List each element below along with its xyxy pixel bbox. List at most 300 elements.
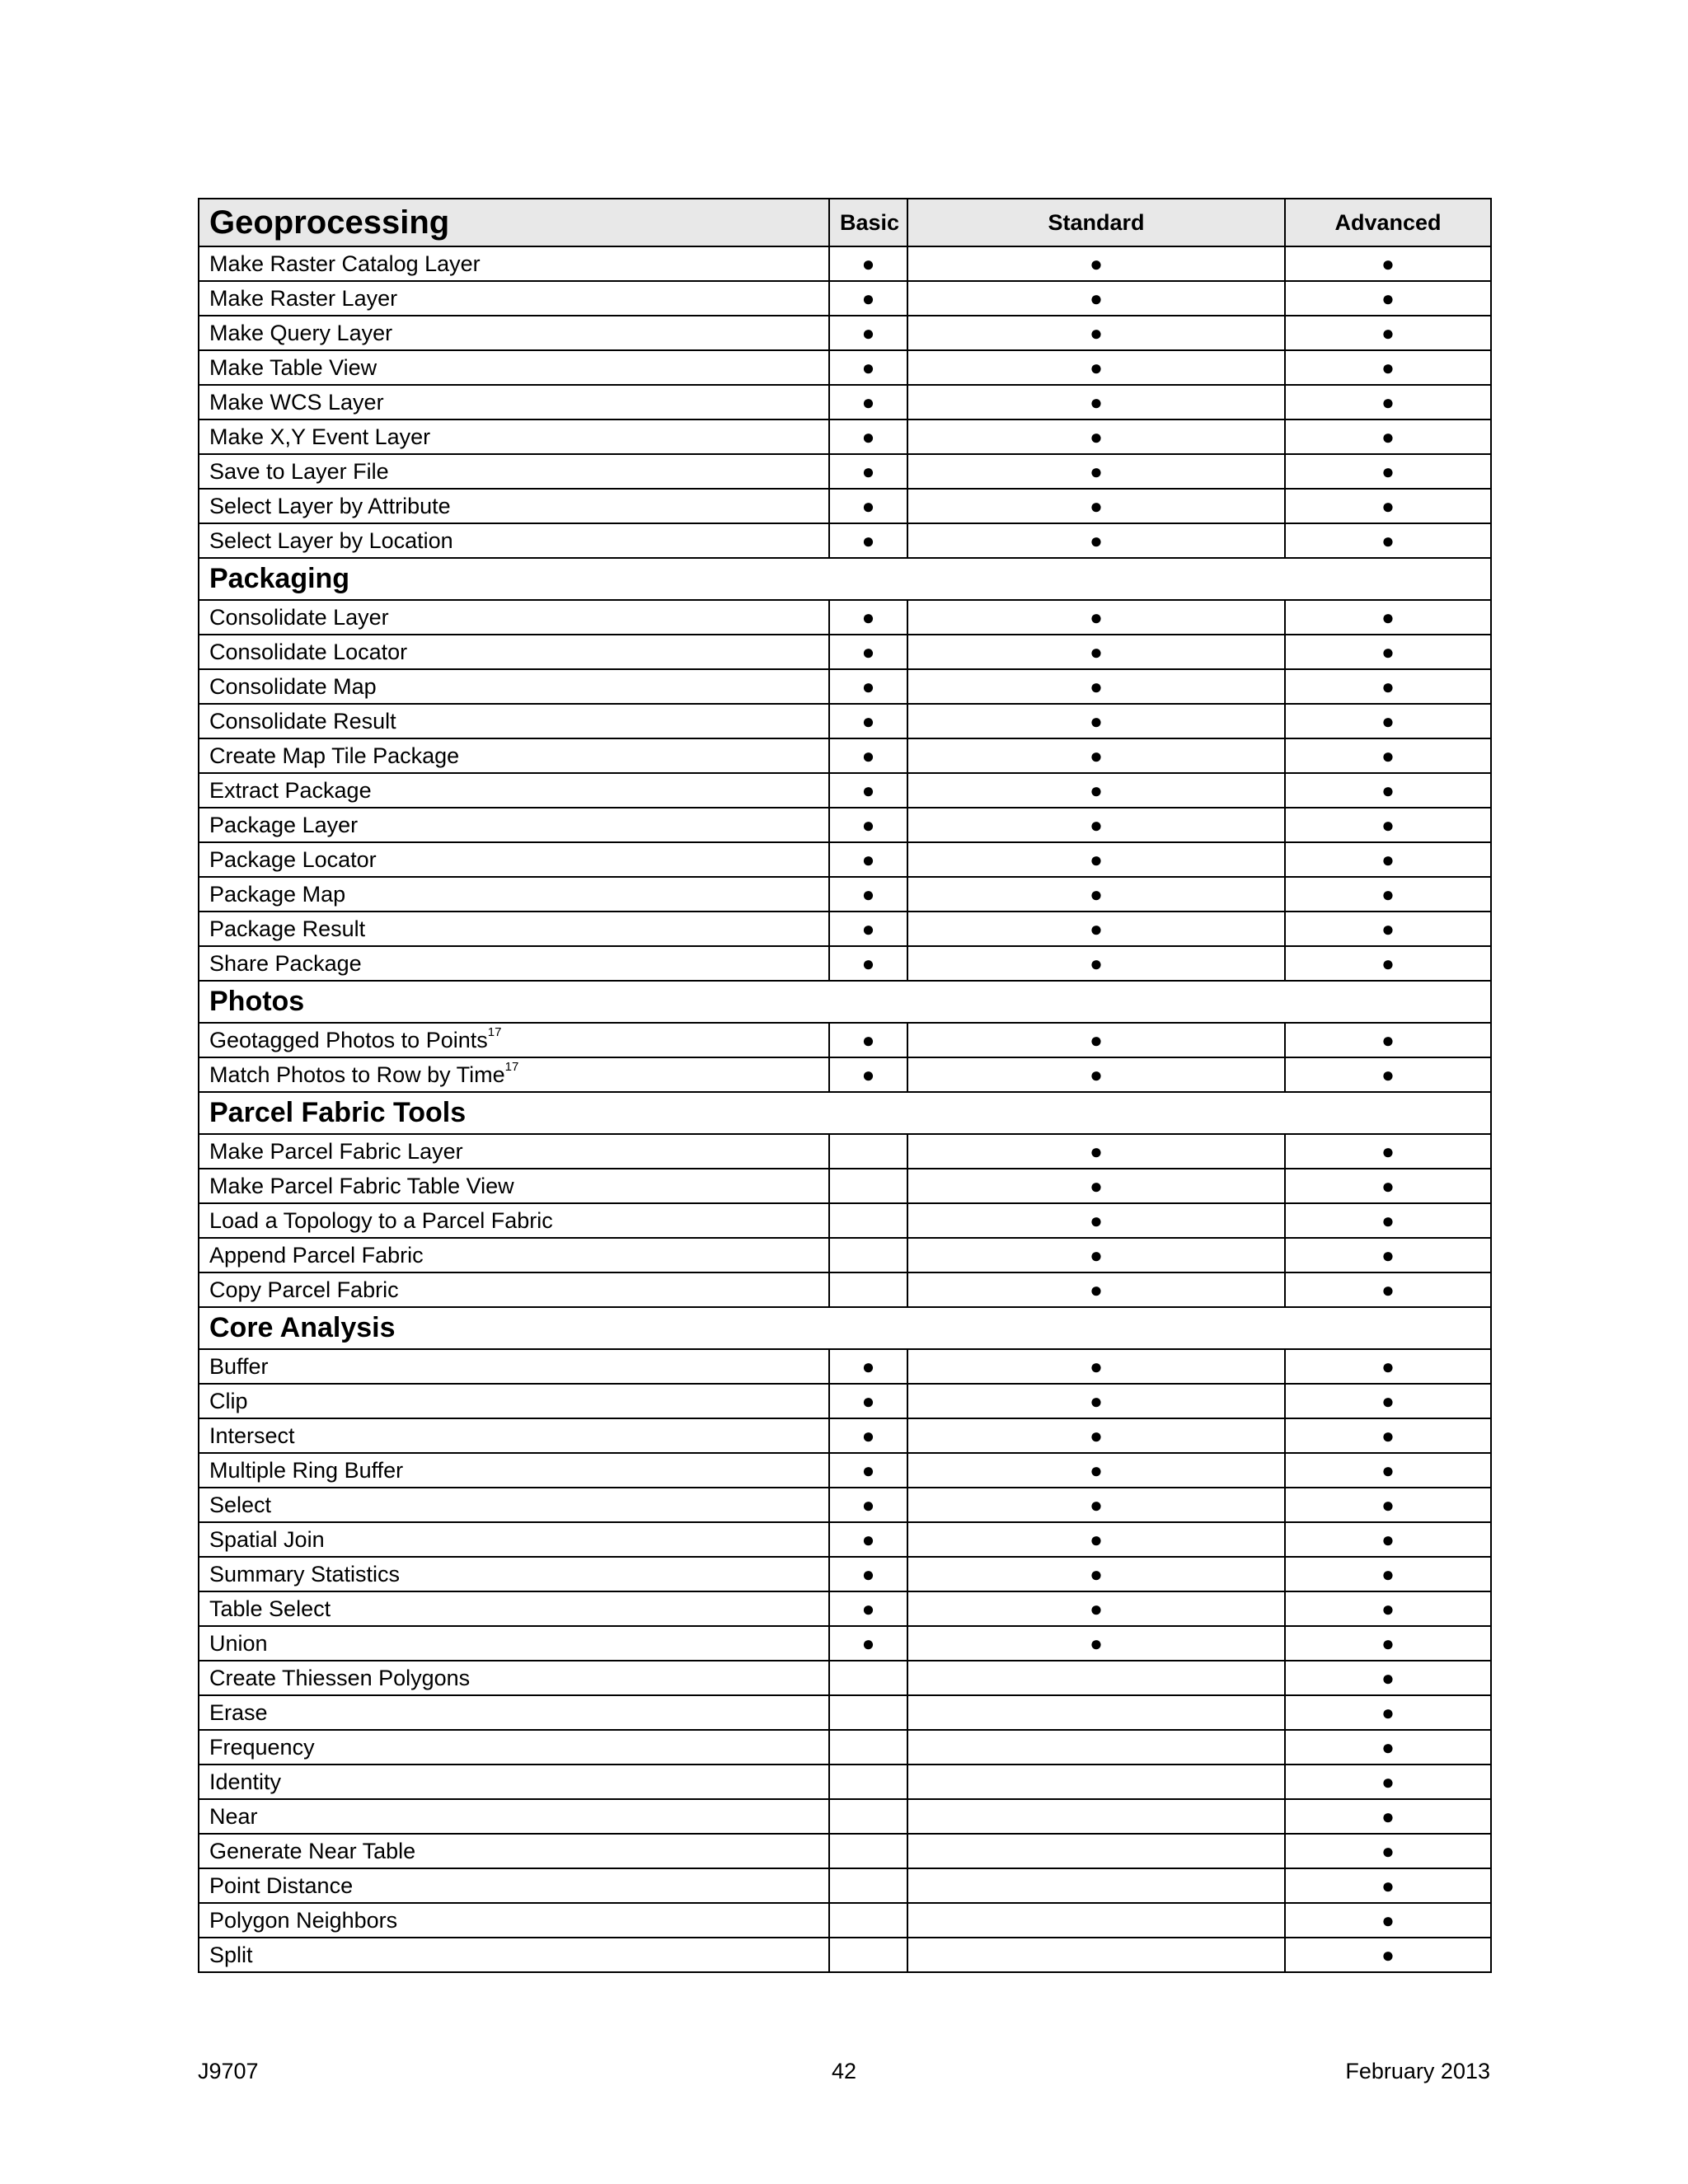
availability-basic-cell bbox=[829, 1349, 907, 1384]
bullet-mark: ● bbox=[1090, 709, 1103, 733]
availability-standard-cell bbox=[907, 600, 1285, 635]
bullet-mark: ● bbox=[1090, 882, 1103, 907]
availability-standard-cell bbox=[907, 1799, 1285, 1834]
bullet-mark: ● bbox=[1090, 813, 1103, 837]
bullet-mark: ● bbox=[1090, 528, 1103, 553]
bullet-mark: ● bbox=[861, 882, 875, 907]
table-row bbox=[199, 1522, 1491, 1557]
tool-name: Summary Statistics bbox=[209, 1562, 401, 1586]
footer-page-number: 42 bbox=[831, 2059, 857, 2083]
availability-standard-cell bbox=[907, 773, 1285, 808]
tool-name: Consolidate Layer bbox=[209, 605, 389, 630]
table-row bbox=[199, 808, 1491, 842]
availability-standard-cell bbox=[907, 1134, 1285, 1169]
tool-name: Make X,Y Event Layer bbox=[209, 424, 431, 449]
tool-name-cell bbox=[199, 1349, 829, 1384]
availability-standard-cell bbox=[907, 419, 1285, 454]
section-title: Photos bbox=[199, 981, 1491, 1023]
availability-standard-cell bbox=[907, 877, 1285, 912]
availability-basic-cell bbox=[829, 773, 907, 808]
availability-advanced-cell bbox=[1285, 316, 1491, 350]
tool-name-cell bbox=[199, 1384, 829, 1418]
availability-standard-cell bbox=[907, 635, 1285, 669]
bullet-mark: ● bbox=[1090, 1527, 1103, 1552]
bullet-mark: ● bbox=[1090, 1139, 1103, 1164]
tool-name: Spatial Join bbox=[209, 1527, 325, 1552]
bullet-mark: ● bbox=[861, 1631, 875, 1656]
availability-standard-cell bbox=[907, 281, 1285, 316]
bullet-mark: ● bbox=[1090, 251, 1103, 276]
availability-advanced-cell bbox=[1285, 1661, 1491, 1695]
tool-name-cell bbox=[199, 1834, 829, 1868]
availability-advanced-cell bbox=[1285, 1591, 1491, 1626]
availability-advanced-cell bbox=[1285, 1557, 1491, 1591]
availability-advanced-cell bbox=[1285, 246, 1491, 281]
table-title: Geoprocessing bbox=[199, 199, 829, 246]
tool-name-cell bbox=[199, 1453, 829, 1488]
availability-standard-cell bbox=[907, 738, 1285, 773]
availability-standard-cell bbox=[907, 454, 1285, 489]
tool-name: Save to Layer File bbox=[209, 459, 389, 484]
bullet-mark: ● bbox=[1381, 1735, 1395, 1760]
tool-name: Share Package bbox=[209, 951, 362, 976]
availability-advanced-cell bbox=[1285, 877, 1491, 912]
table-row bbox=[199, 1169, 1491, 1203]
tool-name: Generate Near Table bbox=[209, 1839, 416, 1863]
tool-name-cell bbox=[199, 808, 829, 842]
section-header-row bbox=[199, 1092, 1491, 1134]
availability-advanced-cell bbox=[1285, 523, 1491, 558]
availability-basic-cell bbox=[829, 1203, 907, 1238]
table-row bbox=[199, 1238, 1491, 1272]
bullet-mark: ● bbox=[861, 1354, 875, 1379]
tool-name: Package Result bbox=[209, 916, 366, 941]
bullet-mark: ● bbox=[1090, 1277, 1103, 1302]
table-row bbox=[199, 1799, 1491, 1834]
table-row bbox=[199, 350, 1491, 385]
tool-name: Multiple Ring Buffer bbox=[209, 1458, 404, 1483]
availability-standard-cell bbox=[907, 1591, 1285, 1626]
availability-standard-cell bbox=[907, 489, 1285, 523]
table-row bbox=[199, 281, 1491, 316]
bullet-mark: ● bbox=[1090, 321, 1103, 345]
table-row bbox=[199, 1384, 1491, 1418]
availability-advanced-cell bbox=[1285, 946, 1491, 981]
bullet-mark: ● bbox=[1381, 674, 1395, 699]
availability-standard-cell bbox=[907, 1695, 1285, 1730]
availability-standard-cell bbox=[907, 1384, 1285, 1418]
bullet-mark: ● bbox=[1381, 1174, 1395, 1198]
bullet-mark: ● bbox=[1090, 1354, 1103, 1379]
bullet-mark: ● bbox=[1381, 1277, 1395, 1302]
tool-name: Make Query Layer bbox=[209, 321, 393, 345]
table-row bbox=[199, 1134, 1491, 1169]
bullet-mark: ● bbox=[1090, 605, 1103, 630]
availability-standard-cell bbox=[907, 350, 1285, 385]
bullet-mark: ● bbox=[1090, 459, 1103, 484]
table-row bbox=[199, 1453, 1491, 1488]
availability-basic-cell bbox=[829, 1057, 907, 1092]
section-header-row bbox=[199, 1307, 1491, 1349]
availability-advanced-cell bbox=[1285, 419, 1491, 454]
table-row bbox=[199, 704, 1491, 738]
availability-advanced-cell bbox=[1285, 842, 1491, 877]
availability-basic-cell bbox=[829, 454, 907, 489]
tool-name-cell bbox=[199, 1272, 829, 1307]
availability-standard-cell bbox=[907, 1626, 1285, 1661]
availability-basic-cell bbox=[829, 1023, 907, 1057]
table-row bbox=[199, 912, 1491, 946]
tool-name: Create Map Tile Package bbox=[209, 743, 460, 768]
availability-standard-cell bbox=[907, 1661, 1285, 1695]
tool-name-cell bbox=[199, 1591, 829, 1626]
availability-basic-cell bbox=[829, 1169, 907, 1203]
availability-basic-cell bbox=[829, 1522, 907, 1557]
bullet-mark: ● bbox=[861, 1458, 875, 1483]
bullet-mark: ● bbox=[861, 321, 875, 345]
bullet-mark: ● bbox=[1090, 1562, 1103, 1586]
tool-name: Identity bbox=[209, 1769, 282, 1794]
footer-date: February 2013 bbox=[1345, 2059, 1490, 2083]
availability-basic-cell bbox=[829, 1834, 907, 1868]
tool-name-cell bbox=[199, 1522, 829, 1557]
tool-name-cell bbox=[199, 1134, 829, 1169]
availability-basic-cell bbox=[829, 1765, 907, 1799]
table-row bbox=[199, 1626, 1491, 1661]
availability-basic-cell bbox=[829, 1868, 907, 1903]
bullet-mark: ● bbox=[1090, 778, 1103, 803]
availability-standard-cell bbox=[907, 1349, 1285, 1384]
bullet-mark: ● bbox=[1381, 321, 1395, 345]
bullet-mark: ● bbox=[861, 251, 875, 276]
availability-basic-cell bbox=[829, 1661, 907, 1695]
column-header-standard: Standard bbox=[907, 199, 1285, 246]
tool-name-cell bbox=[199, 669, 829, 704]
availability-advanced-cell bbox=[1285, 1488, 1491, 1522]
bullet-mark: ● bbox=[1381, 1243, 1395, 1268]
availability-advanced-cell bbox=[1285, 454, 1491, 489]
availability-advanced-cell bbox=[1285, 600, 1491, 635]
bullet-mark: ● bbox=[1381, 847, 1395, 872]
table-row bbox=[199, 738, 1491, 773]
bullet-mark: ● bbox=[1381, 1839, 1395, 1863]
table-row bbox=[199, 1349, 1491, 1384]
bullet-mark: ● bbox=[861, 1527, 875, 1552]
tool-name: Make Parcel Fabric Layer bbox=[209, 1139, 463, 1164]
tool-name: Make Parcel Fabric Table View bbox=[209, 1174, 514, 1198]
tool-name-cell bbox=[199, 1938, 829, 1972]
bullet-mark: ● bbox=[1381, 1631, 1395, 1656]
tool-name-cell bbox=[199, 738, 829, 773]
tool-name: Near bbox=[209, 1804, 258, 1829]
availability-advanced-cell bbox=[1285, 1730, 1491, 1765]
tool-name-cell bbox=[199, 1730, 829, 1765]
bullet-mark: ● bbox=[861, 605, 875, 630]
bullet-mark: ● bbox=[1090, 916, 1103, 941]
availability-advanced-cell bbox=[1285, 1418, 1491, 1453]
section-title: Packaging bbox=[199, 558, 1491, 600]
bullet-mark: ● bbox=[1381, 1139, 1395, 1164]
availability-basic-cell bbox=[829, 912, 907, 946]
table-row bbox=[199, 316, 1491, 350]
availability-advanced-cell bbox=[1285, 738, 1491, 773]
table-row bbox=[199, 1903, 1491, 1938]
section-title: Core Analysis bbox=[199, 1307, 1491, 1349]
bullet-mark: ● bbox=[1381, 1769, 1395, 1794]
availability-basic-cell bbox=[829, 877, 907, 912]
table-row bbox=[199, 635, 1491, 669]
tool-name: Append Parcel Fabric bbox=[209, 1243, 424, 1268]
availability-basic-cell bbox=[829, 489, 907, 523]
availability-advanced-cell bbox=[1285, 773, 1491, 808]
bullet-mark: ● bbox=[1090, 1243, 1103, 1268]
bullet-mark: ● bbox=[1090, 424, 1103, 449]
availability-basic-cell bbox=[829, 246, 907, 281]
tool-name-cell bbox=[199, 1695, 829, 1730]
tool-name-cell bbox=[199, 350, 829, 385]
tool-name-cell bbox=[199, 1488, 829, 1522]
availability-basic-cell bbox=[829, 1238, 907, 1272]
bullet-mark: ● bbox=[1090, 1423, 1103, 1448]
bullet-mark: ● bbox=[1381, 1062, 1395, 1087]
tool-name: Union bbox=[209, 1631, 268, 1656]
availability-advanced-cell bbox=[1285, 350, 1491, 385]
table-row bbox=[199, 1023, 1491, 1057]
bullet-mark: ● bbox=[1381, 1389, 1395, 1413]
bullet-mark: ● bbox=[1381, 1700, 1395, 1725]
tool-name: Frequency bbox=[209, 1735, 315, 1760]
tool-name: Make Table View bbox=[209, 355, 377, 380]
bullet-mark: ● bbox=[861, 424, 875, 449]
availability-basic-cell bbox=[829, 842, 907, 877]
bullet-mark: ● bbox=[861, 1596, 875, 1621]
availability-advanced-cell bbox=[1285, 1453, 1491, 1488]
table-row bbox=[199, 523, 1491, 558]
tool-name: Point Distance bbox=[209, 1873, 354, 1898]
section-header-row bbox=[199, 558, 1491, 600]
table-row bbox=[199, 1057, 1491, 1092]
availability-advanced-cell bbox=[1285, 1695, 1491, 1730]
bullet-mark: ● bbox=[1090, 743, 1103, 768]
footnote-ref: 17 bbox=[504, 1060, 519, 1074]
tool-name-cell bbox=[199, 1799, 829, 1834]
availability-standard-cell bbox=[907, 1522, 1285, 1557]
footnote-ref: 17 bbox=[487, 1025, 502, 1039]
availability-basic-cell bbox=[829, 1557, 907, 1591]
availability-advanced-cell bbox=[1285, 1765, 1491, 1799]
availability-standard-cell bbox=[907, 1834, 1285, 1868]
availability-standard-cell bbox=[907, 669, 1285, 704]
tool-name: Select Layer by Location bbox=[209, 528, 453, 553]
availability-basic-cell bbox=[829, 1626, 907, 1661]
bullet-mark: ● bbox=[1090, 390, 1103, 415]
table-row bbox=[199, 1203, 1491, 1238]
table-body bbox=[199, 246, 1491, 1972]
bullet-mark: ● bbox=[1381, 1423, 1395, 1448]
availability-advanced-cell bbox=[1285, 1349, 1491, 1384]
availability-basic-cell bbox=[829, 1134, 907, 1169]
bullet-mark: ● bbox=[1381, 1493, 1395, 1517]
tool-name: Package Map bbox=[209, 882, 346, 907]
table-row bbox=[199, 600, 1491, 635]
availability-advanced-cell bbox=[1285, 1834, 1491, 1868]
tool-name: Make Raster Catalog Layer bbox=[209, 251, 481, 276]
bullet-mark: ● bbox=[1381, 1208, 1395, 1233]
bullet-mark: ● bbox=[861, 459, 875, 484]
availability-standard-cell bbox=[907, 246, 1285, 281]
tool-name: Copy Parcel Fabric bbox=[209, 1277, 399, 1302]
bullet-mark: ● bbox=[1381, 390, 1395, 415]
availability-advanced-cell bbox=[1285, 385, 1491, 419]
bullet-mark: ● bbox=[1381, 1666, 1395, 1690]
availability-basic-cell bbox=[829, 808, 907, 842]
bullet-mark: ● bbox=[1381, 882, 1395, 907]
availability-advanced-cell bbox=[1285, 489, 1491, 523]
table-row bbox=[199, 1834, 1491, 1868]
footer-doc-id: J9707 bbox=[198, 2059, 259, 2083]
availability-standard-cell bbox=[907, 1169, 1285, 1203]
availability-standard-cell bbox=[907, 946, 1285, 981]
bullet-mark: ● bbox=[1090, 640, 1103, 664]
availability-basic-cell bbox=[829, 1695, 907, 1730]
tool-name-cell bbox=[199, 1203, 829, 1238]
availability-standard-cell bbox=[907, 1238, 1285, 1272]
tool-name-cell bbox=[199, 1903, 829, 1938]
availability-standard-cell bbox=[907, 1938, 1285, 1972]
tool-name-cell bbox=[199, 1023, 829, 1057]
availability-advanced-cell bbox=[1285, 1903, 1491, 1938]
availability-basic-cell bbox=[829, 1938, 907, 1972]
availability-standard-cell bbox=[907, 842, 1285, 877]
column-header-advanced: Advanced bbox=[1285, 199, 1491, 246]
availability-standard-cell bbox=[907, 1557, 1285, 1591]
availability-advanced-cell bbox=[1285, 281, 1491, 316]
bullet-mark: ● bbox=[1381, 813, 1395, 837]
tool-name-cell bbox=[199, 1868, 829, 1903]
availability-basic-cell bbox=[829, 1591, 907, 1626]
table-row bbox=[199, 1730, 1491, 1765]
tool-name-cell bbox=[199, 600, 829, 635]
bullet-mark: ● bbox=[1090, 1631, 1103, 1656]
availability-basic-cell bbox=[829, 1799, 907, 1834]
bullet-mark: ● bbox=[1381, 1596, 1395, 1621]
availability-basic-cell bbox=[829, 419, 907, 454]
tool-name-cell bbox=[199, 246, 829, 281]
tool-name: Split bbox=[209, 1943, 253, 1967]
availability-advanced-cell bbox=[1285, 1626, 1491, 1661]
bullet-mark: ● bbox=[1090, 1174, 1103, 1198]
availability-basic-cell bbox=[829, 1418, 907, 1453]
availability-basic-cell bbox=[829, 316, 907, 350]
availability-advanced-cell bbox=[1285, 1938, 1491, 1972]
bullet-mark: ● bbox=[1381, 251, 1395, 276]
table-row bbox=[199, 1661, 1491, 1695]
availability-standard-cell bbox=[907, 912, 1285, 946]
tool-name-cell bbox=[199, 842, 829, 877]
bullet-mark: ● bbox=[1090, 494, 1103, 518]
bullet-mark: ● bbox=[861, 1028, 875, 1052]
tool-name-cell bbox=[199, 489, 829, 523]
availability-basic-cell bbox=[829, 635, 907, 669]
bullet-mark: ● bbox=[1381, 709, 1395, 733]
tool-name-cell bbox=[199, 1661, 829, 1695]
table-header-row bbox=[199, 199, 1491, 246]
tool-name-cell bbox=[199, 1626, 829, 1661]
tool-name-cell bbox=[199, 316, 829, 350]
table-row bbox=[199, 1488, 1491, 1522]
availability-basic-cell bbox=[829, 1488, 907, 1522]
tool-name: Consolidate Locator bbox=[209, 640, 408, 664]
bullet-mark: ● bbox=[861, 494, 875, 518]
tool-name: Make Raster Layer bbox=[209, 286, 398, 311]
table-row bbox=[199, 419, 1491, 454]
table-row bbox=[199, 1938, 1491, 1972]
tool-name: Extract Package bbox=[209, 778, 372, 803]
table-row bbox=[199, 489, 1491, 523]
table-row bbox=[199, 1765, 1491, 1799]
tool-name: Create Thiessen Polygons bbox=[209, 1666, 471, 1690]
bullet-mark: ● bbox=[1090, 286, 1103, 311]
tool-name: Consolidate Map bbox=[209, 674, 377, 699]
bullet-mark: ● bbox=[1381, 355, 1395, 380]
bullet-mark: ● bbox=[1381, 916, 1395, 941]
availability-standard-cell bbox=[907, 808, 1285, 842]
table-row bbox=[199, 946, 1491, 981]
availability-basic-cell bbox=[829, 1730, 907, 1765]
tool-name-cell bbox=[199, 281, 829, 316]
bullet-mark: ● bbox=[1090, 951, 1103, 976]
tool-name-cell bbox=[199, 946, 829, 981]
bullet-mark: ● bbox=[861, 528, 875, 553]
availability-advanced-cell bbox=[1285, 1203, 1491, 1238]
availability-basic-cell bbox=[829, 523, 907, 558]
availability-advanced-cell bbox=[1285, 635, 1491, 669]
tool-name-cell bbox=[199, 523, 829, 558]
availability-basic-cell bbox=[829, 600, 907, 635]
availability-basic-cell bbox=[829, 669, 907, 704]
bullet-mark: ● bbox=[861, 916, 875, 941]
table-row bbox=[199, 246, 1491, 281]
tool-name-cell bbox=[199, 773, 829, 808]
tool-name-cell bbox=[199, 912, 829, 946]
bullet-mark: ● bbox=[1381, 494, 1395, 518]
table-row bbox=[199, 669, 1491, 704]
availability-standard-cell bbox=[907, 385, 1285, 419]
availability-advanced-cell bbox=[1285, 912, 1491, 946]
bullet-mark: ● bbox=[1381, 605, 1395, 630]
section-header-row bbox=[199, 981, 1491, 1023]
availability-basic-cell bbox=[829, 1453, 907, 1488]
bullet-mark: ● bbox=[1381, 1943, 1395, 1967]
bullet-mark: ● bbox=[1090, 1458, 1103, 1483]
tool-name: Geotagged Photos to Points bbox=[209, 1028, 488, 1052]
bullet-mark: ● bbox=[1381, 1354, 1395, 1379]
bullet-mark: ● bbox=[1090, 1596, 1103, 1621]
bullet-mark: ● bbox=[1090, 1389, 1103, 1413]
availability-advanced-cell bbox=[1285, 1238, 1491, 1272]
availability-basic-cell bbox=[829, 1272, 907, 1307]
bullet-mark: ● bbox=[1381, 424, 1395, 449]
bullet-mark: ● bbox=[861, 1062, 875, 1087]
tool-name-cell bbox=[199, 419, 829, 454]
availability-advanced-cell bbox=[1285, 1134, 1491, 1169]
bullet-mark: ● bbox=[861, 1493, 875, 1517]
bullet-mark: ● bbox=[1090, 1493, 1103, 1517]
bullet-mark: ● bbox=[861, 743, 875, 768]
tool-name-cell bbox=[199, 385, 829, 419]
availability-advanced-cell bbox=[1285, 1799, 1491, 1834]
availability-standard-cell bbox=[907, 523, 1285, 558]
